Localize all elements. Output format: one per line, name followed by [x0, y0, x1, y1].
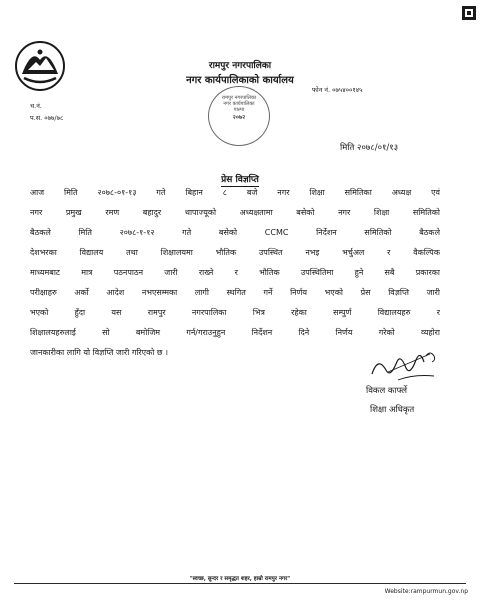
signatory-name: विकल कार्फ्ले [366, 386, 408, 396]
office-name: नगर कार्यपालिकाको कार्यालय [186, 75, 294, 86]
office-stamp: रामपुर नगरपालिका नगर कार्यपालिका पाल्पा २०७२ [208, 86, 270, 146]
notice-line: बैठकले मिति २०७८-१-१२ गते बसेको CCMC निर्देशन समितिको बैठकले [30, 228, 440, 237]
footer-website: Website:rampurmun.gov.np [384, 588, 468, 595]
corner-mark-icon [462, 6, 476, 20]
ref-number-pa: प.स. ०७७/७८ [30, 114, 64, 122]
notice-line: माध्यमबाट मात्र पठनपाठन जारी राख्ने र भौतिक उपस्थितिमा हुने सबै प्रकारका [30, 268, 440, 277]
notice-line: आज मिति २०७८-०१-१३ गते बिहान ८ बजे नगर शिक्षा समितिका अध्यक्ष एवं [30, 188, 440, 197]
footer-divider [14, 583, 466, 584]
signatory-designation: शिक्षा अधिकृत [370, 405, 415, 415]
notice-line: भएको हुँदा यस रामपुर नगरपालिका भित्र रहेका सम्पुर्ण विद्यालयहरु र [30, 308, 440, 317]
document-date: मिति २०७८/०१/१३ [340, 143, 399, 153]
notice-title: प्रेस विज्ञप्ति [221, 175, 259, 185]
municipality-name: रामपुर नगरपालिका [208, 61, 272, 71]
phone-number: फोन नं. ०७५४००१४५ [312, 86, 363, 94]
notice-body [30, 183, 440, 363]
footer-slogan: "स्वच्छ, सुन्दर र समृद्धत शहर, हाम्रो रामपुर नगर" [189, 576, 291, 582]
handwritten-signature [368, 342, 448, 384]
notice-line: परीक्षाहरु अर्को आदेश नभएसम्मका लागी स्थगित गर्ने निर्णय भएको प्रेस विज्ञप्ति जारी [30, 288, 440, 297]
notice-line: शिक्षालयहरुलाई सो बमोजिम गर्न/गराउनुहुन निर्देशन दिने निर्णय गरेको व्यहोरा [30, 328, 440, 337]
notice-line: देशभरका विद्यालय तथा शिक्षालयमा भौतिक उपस्थित नभइ भर्चुअल र वैकल्पिक [30, 248, 440, 257]
notice-line: नगर प्रमुख रमण बहादुर थापाज्यूको अध्यक्षतामा बसेको नगर शिक्षा समितिको [30, 208, 440, 217]
ref-number-cha: च.नं. [30, 102, 42, 110]
notice-line: जानकारीका लागि यो विज्ञप्ति जारी गरिएको छ । [30, 348, 169, 357]
